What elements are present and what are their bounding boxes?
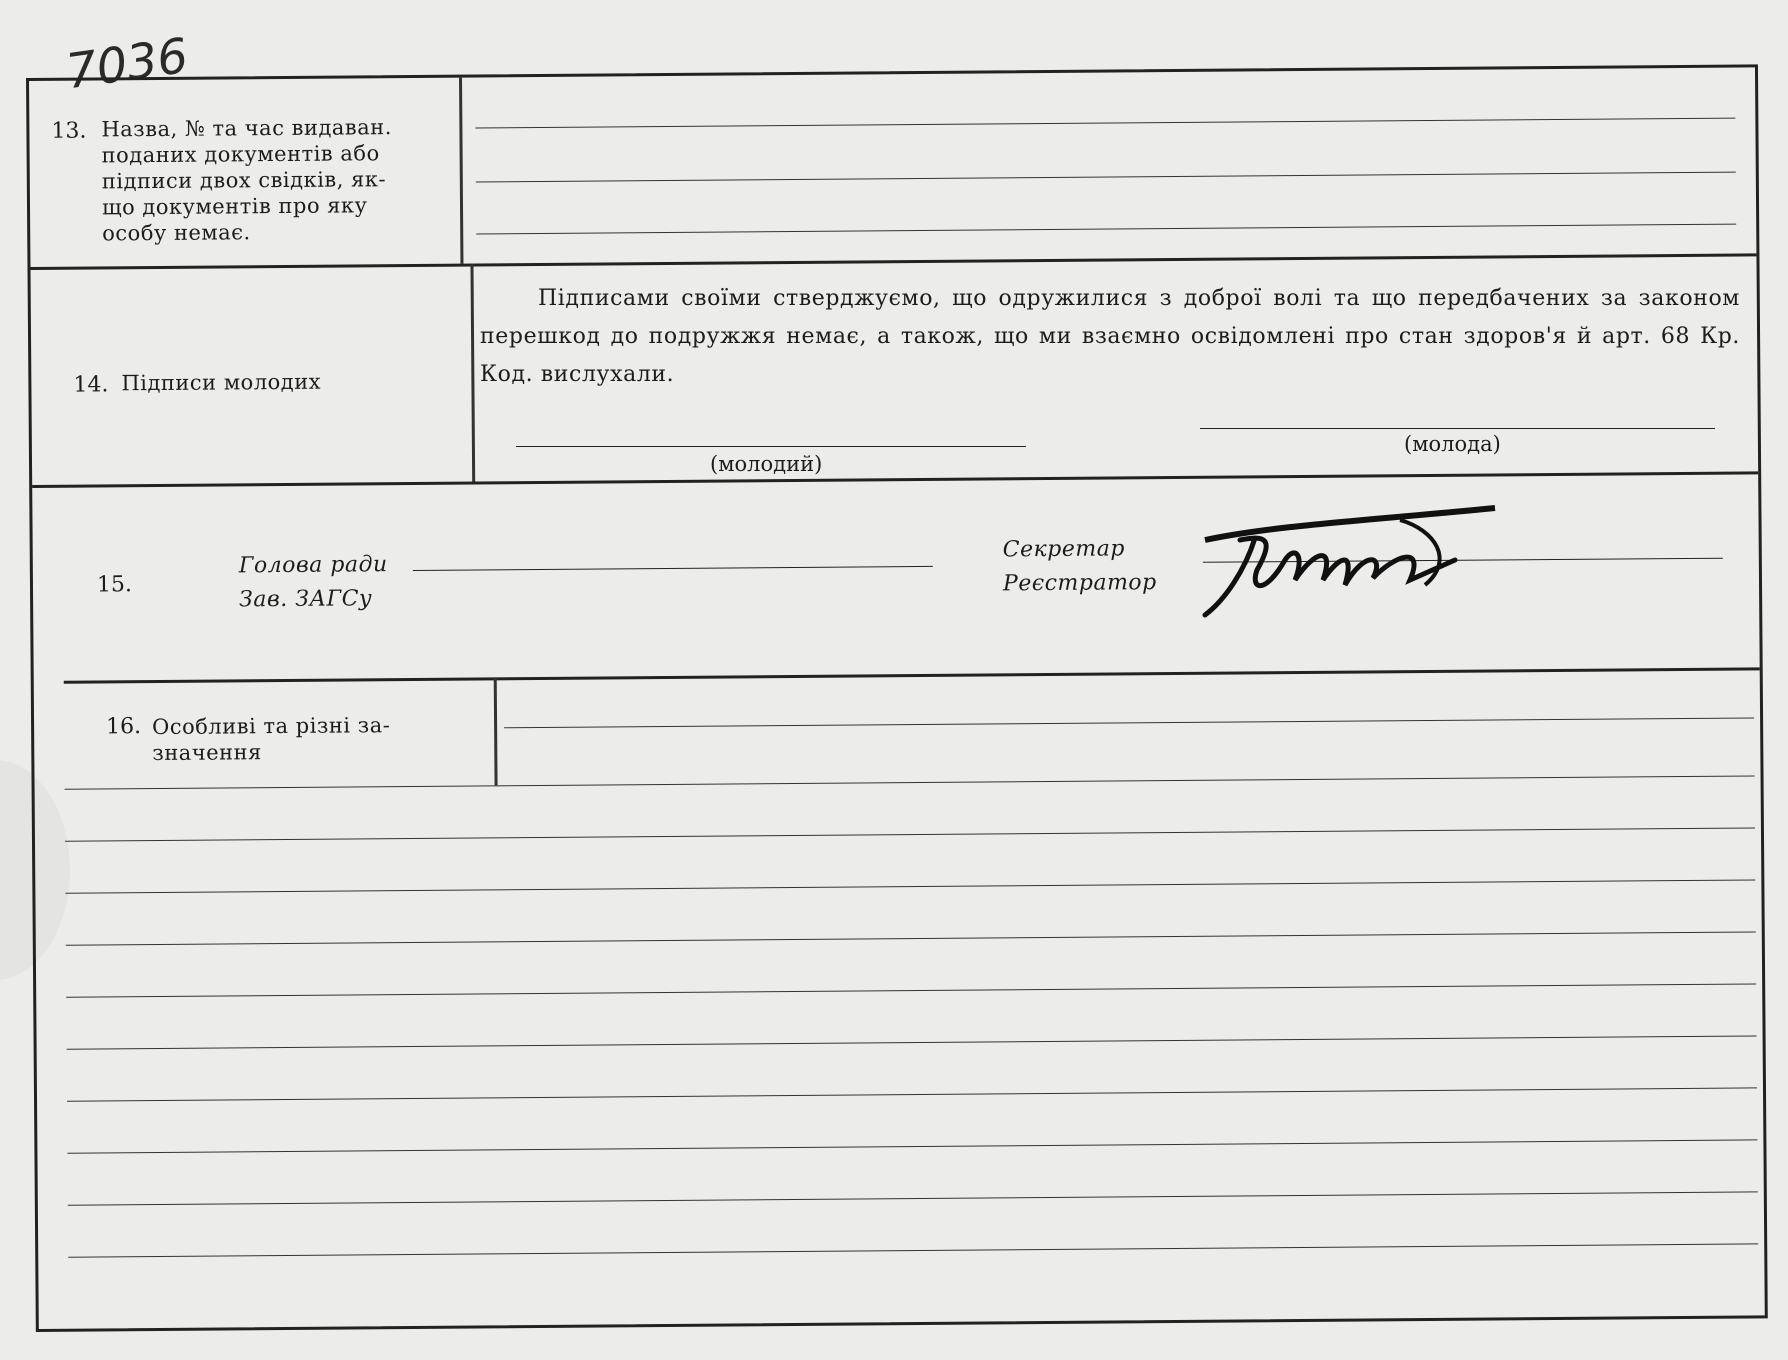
groom-caption: (молодий): [710, 452, 823, 476]
declaration-text: Підписами своїми стверджуємо, що одружилися з доброї волі та що передбачених за законом перешкод до подружжя немає, а також, що ми взаємно освідомлені про стан здоров'я й арт. 68 Кр. Код. вислухали.: [480, 286, 1740, 387]
chairman-title: Голова ради: [238, 552, 388, 579]
notes-line: [66, 983, 1756, 997]
notes-line: [66, 931, 1756, 945]
secretary-signature: [1195, 500, 1505, 630]
registrar-title: Реєстратор: [1002, 570, 1157, 597]
registry-head-title: Зав. ЗАГСу: [239, 586, 373, 613]
notes-line: [65, 775, 1755, 789]
notes-line: [68, 1191, 1758, 1205]
row-13-column-divider: [459, 78, 463, 264]
row-13-label-line: поданих документів або: [101, 141, 380, 168]
row-divider: [30, 253, 1756, 270]
notes-line: [67, 1139, 1757, 1153]
notes-line: [67, 1087, 1757, 1101]
row-16-label-line: Особливі та різні за-: [152, 713, 391, 740]
marriage-declaration: [480, 280, 1740, 394]
row-divider: [64, 667, 1760, 683]
registry-form: [26, 64, 1768, 1332]
notes-line: [67, 1035, 1757, 1049]
row-15-right-titles: [1003, 532, 1157, 601]
row-15-number: 15.: [96, 572, 133, 598]
row-16-column-divider: [494, 677, 498, 785]
notes-line: [68, 1243, 1758, 1257]
chairman-signature-line: [413, 566, 933, 571]
secretary-title: Секретар: [1002, 536, 1125, 563]
row-13-label: [101, 114, 442, 247]
row-13-label-line: особу немає.: [102, 220, 251, 246]
row-13-entry-line: [475, 118, 1735, 129]
row-divider: [32, 471, 1758, 488]
row-16-number: 16.: [106, 714, 142, 740]
row-13-label-line: Назва, № та час видаван.: [101, 115, 392, 142]
row-13-entry-line: [476, 172, 1736, 183]
row-13-number: 13.: [51, 118, 87, 144]
row-13-label-line: що документів про яку: [101, 193, 368, 220]
row-16-label-line: значення: [152, 740, 262, 766]
row-15-left-titles: [239, 548, 388, 617]
archive-number: 7036: [62, 27, 192, 101]
row-13-entry-line: [476, 224, 1736, 235]
row-14-label: Підписи молодих: [121, 369, 322, 396]
bride-signature-line: [1200, 428, 1715, 429]
row-16-label: [152, 711, 482, 766]
row-14-number: 14.: [73, 372, 109, 398]
notes-line: [65, 879, 1755, 893]
groom-signature-line: [516, 446, 1026, 447]
notes-line: [504, 717, 1754, 728]
row-13: [29, 67, 1755, 246]
row-14-column-divider: [470, 263, 475, 481]
bride-caption: (молода): [1404, 432, 1501, 456]
notes-line: [65, 827, 1755, 841]
row-13-label-line: підписи двох свідків, як-: [101, 167, 387, 194]
